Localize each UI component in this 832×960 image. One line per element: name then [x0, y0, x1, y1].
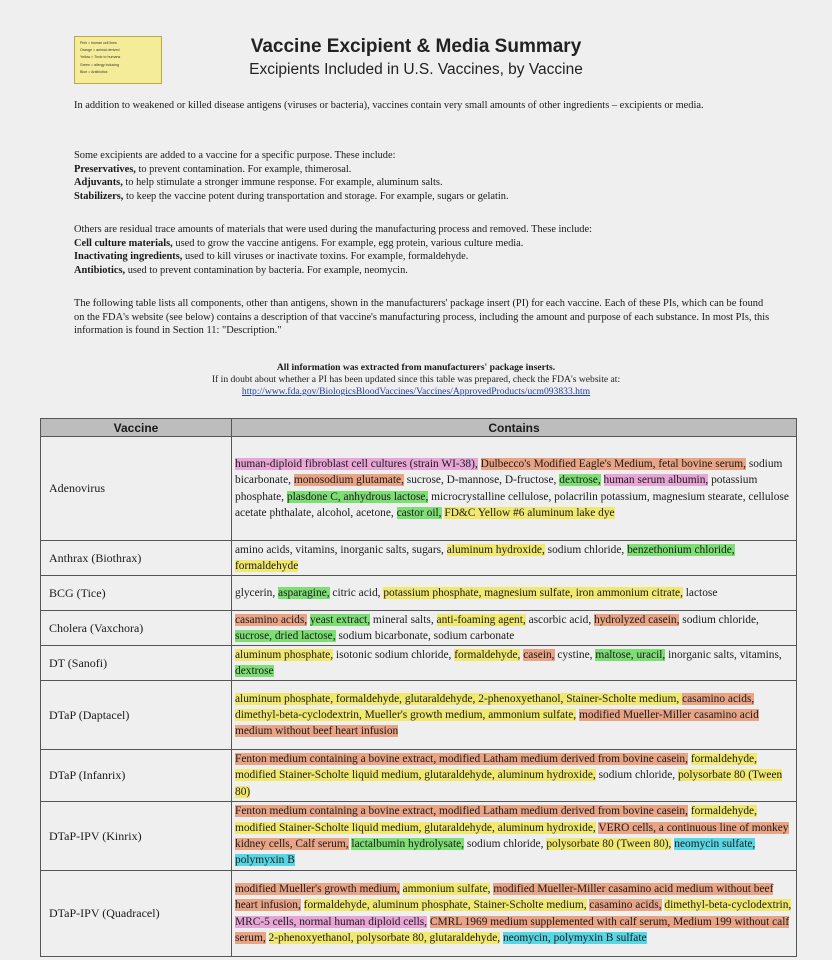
table-row [41, 576, 797, 611]
ingredient-text: citric acid, [329, 586, 384, 599]
ingredient-text: cystine, [554, 648, 596, 661]
definition-adjuvants [74, 176, 774, 190]
highlighted-ingredient: monosodium glutamate, [293, 474, 404, 487]
highlighted-ingredient: dextrose, [559, 474, 601, 487]
highlighted-ingredient: sucrose, dried lactose, [235, 630, 336, 642]
highlighted-ingredient: benzethonium chloride, [627, 543, 735, 556]
ingredient-text: glycerin, [235, 586, 279, 599]
ingredient-text: sucrose, D-mannose, D-fructose, [403, 474, 560, 487]
vaccine-name-cell: DTaP (Infanrix) [41, 750, 232, 802]
highlighted-ingredient: formaldehyde, [454, 648, 521, 661]
table-intro-paragraph [74, 297, 774, 338]
highlighted-ingredient: modified Mueller-Miller casamino acid medium without beef heart infusion, [235, 882, 774, 912]
highlighted-ingredient: neomycin sulfate, polymyxin B [235, 838, 756, 867]
ingredient-text: potassium phosphate, [235, 474, 758, 503]
table-row [41, 437, 797, 541]
excipient-table [40, 418, 797, 957]
highlighted-ingredient: human serum albumin, [603, 474, 709, 487]
ingredient-text: microcrystalline cellulose, polacrilin potassium, magnesium stearate, cellulose acetate phthalate, alcohol, acetone, [235, 490, 789, 519]
highlighted-ingredient: maltose, uracil, [595, 648, 666, 661]
vaccine-name-cell: DTaP-IPV (Kinrix) [41, 802, 232, 871]
ingredient-text: sodium chloride, [544, 543, 628, 556]
definition-text: used to kill viruses or inactivate toxins. For example, formaldehyde. [182, 251, 469, 263]
contains-cell [232, 802, 797, 871]
highlighted-ingredient: VERO cells, a continuous line of monkey kidney cells, Calf serum, [235, 821, 789, 850]
table-row [41, 541, 797, 576]
table-row [41, 646, 797, 681]
term: Stabilizers, [74, 190, 124, 202]
highlighted-ingredient: aluminum hydroxide, [446, 543, 545, 556]
page-subtitle: Excipients Included in U.S. Vaccines, by Vaccine [249, 61, 583, 78]
highlighted-ingredient: casamino acids, [589, 899, 662, 912]
highlighted-ingredient: FD&C Yellow #6 aluminum lake dye [444, 506, 615, 519]
contains-cell [232, 437, 797, 541]
vaccine-name-cell: Cholera (Vaxchora) [41, 611, 232, 646]
highlighted-ingredient: formaldehyde, aluminum phosphate, Stainer-Scholte medium, [303, 899, 587, 912]
contains-cell [232, 750, 797, 802]
ingredient-text: ascorbic acid, [525, 613, 595, 626]
ingredient-text: sodium chloride, [464, 838, 547, 850]
highlighted-ingredient: dimethyl-beta-cyclodextrin, [664, 899, 792, 912]
residual-materials-section [74, 223, 774, 277]
highlighted-ingredient: 2-phenoxyethanol, polysorbate 80, glutaraldehyde, [268, 931, 501, 944]
vaccine-name-cell: DTaP (Daptacel) [41, 681, 232, 750]
highlighted-ingredient: lactalbumin hydrolysate, [351, 838, 465, 850]
highlighted-ingredient: anti-foaming agent, [436, 613, 526, 626]
contains-cell [232, 681, 797, 750]
definition-text: used to prevent contamination by bacteria. For example, neomycin. [125, 264, 408, 276]
legend-item: Green = allergy inducing [80, 62, 120, 67]
ingredient-text: lactose [682, 586, 718, 599]
highlighted-ingredient: yeast extract, [309, 613, 371, 626]
page-title: Vaccine Excipient & Media Summary [250, 36, 582, 57]
highlighted-ingredient: formaldehyde [235, 560, 299, 572]
table-row [41, 611, 797, 646]
highlighted-ingredient: Fenton medium containing a bovine extract, modified Latham medium derived from bovine casein, [235, 753, 688, 766]
intro-paragraph-1 [74, 99, 774, 113]
table-row [41, 750, 797, 802]
highlighted-ingredient: polysorbate 80 (Tween 80), [546, 838, 672, 850]
excipient-purpose-section [74, 149, 774, 203]
ingredient-text: isotonic sodium chloride, [333, 648, 455, 661]
vaccine-name-cell: DTaP-IPV (Quadracel) [41, 871, 232, 957]
highlighted-ingredient: dextrose [235, 665, 274, 677]
definition-inactivating [74, 250, 774, 264]
table-row [41, 871, 797, 957]
definition-stabilizers [74, 190, 774, 204]
legend-item: Orange = animal derived [80, 48, 120, 53]
highlighted-ingredient: aluminum phosphate, [235, 648, 334, 661]
contains-cell [232, 871, 797, 957]
highlighted-ingredient: plasdone C, anhydrous lactose, [286, 490, 429, 503]
ingredient-text: mineral salts, [370, 613, 437, 626]
highlighted-ingredient: Dulbecco's Modified Eagle's Medium, fetal bovine serum, [480, 457, 746, 470]
highlighted-ingredient: human-diploid fibroblast cell cultures (strain WI-38), [235, 457, 478, 470]
term: Adjuvants, [74, 177, 123, 189]
highlighted-ingredient: hydrolyzed casein, [594, 613, 680, 626]
contains-cell [232, 611, 797, 646]
highlighted-ingredient: formaldehyde, modified Stainer-Scholte liquid medium, glutaraldehyde, aluminum hydroxide, [235, 805, 757, 834]
highlighted-ingredient: casamino acids, [682, 692, 755, 705]
highlighted-ingredient: formaldehyde, modified Stainer-Scholte liquid medium, glutaraldehyde, aluminum hydroxide, [235, 753, 757, 782]
source-note-line: If in doubt about whether a PI has been updated since this table was prepared, check the FDA's website at: [211, 374, 621, 385]
definition-text: to prevent contamination. For example, thimerosal. [135, 163, 352, 175]
term: Inactivating ingredients, [74, 251, 183, 263]
term: Antibiotics, [74, 264, 126, 276]
definition-cell-culture [74, 237, 774, 251]
column-header-contains: Contains [232, 419, 797, 437]
definition-preservatives [74, 163, 774, 177]
highlighted-ingredient: Fenton medium containing a bovine extract, modified Latham medium derived from bovine casein, [235, 805, 688, 818]
definition-text: used to grow the vaccine antigens. For example, egg protein, various culture media. [172, 237, 524, 249]
vaccine-name-cell: BCG (Tice) [41, 576, 232, 611]
ingredient-text: amino acids, vitamins, inorganic salts, sugars, [235, 543, 447, 556]
highlighted-ingredient: casamino acids, [235, 613, 308, 626]
highlighted-ingredient: Stainer-Scholte medium, [563, 692, 683, 705]
definition-antibiotics [74, 264, 774, 278]
highlighted-ingredient: CMRL 1969 medium supplemented with calf serum, Medium 199 without calf serum, [235, 915, 790, 944]
ingredient-text: inorganic salts, vitamins, [665, 648, 782, 661]
vaccine-name-cell: DT (Sanofi) [41, 646, 232, 681]
definition-text: to keep the vaccine potent during transportation and storage. For example, sugars or gelatin. [123, 190, 509, 202]
column-header-vaccine: Vaccine [41, 419, 232, 437]
ingredient-text: sodium bicarbonate, sodium carbonate [335, 630, 515, 642]
contains-cell [232, 576, 797, 611]
table-row [41, 681, 797, 750]
contains-cell [232, 646, 797, 681]
intro-text: The following table lists all components, other than antigens, shown in the manufacturers' package insert (PI) for each vaccine. Each of these PIs, which can be found on the FDA's website (see below) contains a description of that vaccine's manufacturing process, including the amount and purpose of each substance. In most PIs, this information is found in Section 11: "Description." [74, 298, 770, 337]
highlighted-ingredient: castor oil, [396, 506, 442, 519]
highlighted-ingredient: modified Mueller's growth medium, [235, 882, 400, 895]
highlighted-ingredient: casein, [523, 648, 555, 661]
highlighted-ingredient: aluminum phosphate, formaldehyde, glutaraldehyde, 2-phenoxyethanol, [235, 692, 564, 705]
highlighted-ingredient: dimethyl-beta-cyclodextrin, Mueller's growth medium, ammonium sulfate, [235, 708, 577, 721]
legend-item: Pink = human cell lines [80, 41, 117, 45]
highlighted-ingredient: modified Mueller-Miller casamino acid medium without beef heart infusion [235, 708, 759, 738]
ingredient-text: sodium chloride, [595, 769, 678, 782]
table-header-row [41, 419, 797, 437]
ingredient-text: sodium bicarbonate, [235, 457, 783, 487]
legend-item: Blue = Antibiotics [80, 69, 108, 74]
ingredient-text: sodium chloride, [679, 613, 759, 626]
highlighted-ingredient: potassium phosphate, magnesium sulfate, iron ammonium citrate, [383, 586, 683, 599]
highlighted-ingredient: MRC-5 cells, normal human diploid cells, [235, 915, 428, 928]
contains-cell [232, 541, 797, 576]
term: Preservatives, [74, 163, 136, 175]
table-row [41, 802, 797, 871]
section-lead: Some excipients are added to a vaccine for a specific purpose. These include: [74, 150, 396, 161]
source-note-bold: All information was extracted from manufacturers' package inserts. [276, 362, 556, 373]
highlighted-ingredient: asparagine, [278, 586, 330, 599]
term: Cell culture materials, [74, 237, 173, 249]
section-lead: Others are residual trace amounts of materials that were used during the manufacturing process and removed. These include: [74, 224, 592, 235]
highlighted-ingredient: polysorbate 80 (Tween 80) [235, 769, 783, 798]
table-body [41, 437, 797, 957]
fda-website-link[interactable]: http://www.fda.gov/BiologicsBloodVaccines/Vaccines/ApprovedProducts/ucm093833.htm [241, 386, 591, 397]
highlighted-ingredient: ammonium sulfate, [402, 882, 491, 895]
vaccine-name-cell: Adenovirus [41, 437, 232, 541]
intro-text: In addition to weakened or killed disease antigens (viruses or bacteria), vaccines contain very small amounts of other ingredients – excipients or media. [74, 100, 704, 111]
definition-text: to help stimulate a stronger immune response. For example, aluminum salts. [122, 177, 443, 189]
highlighted-ingredient: neomycin, polymyxin B sulfate [502, 931, 647, 944]
source-note [0, 362, 832, 398]
vaccine-name-cell: Anthrax (Biothrax) [41, 541, 232, 576]
legend-item: Yellow = Toxic to humans [80, 55, 121, 60]
